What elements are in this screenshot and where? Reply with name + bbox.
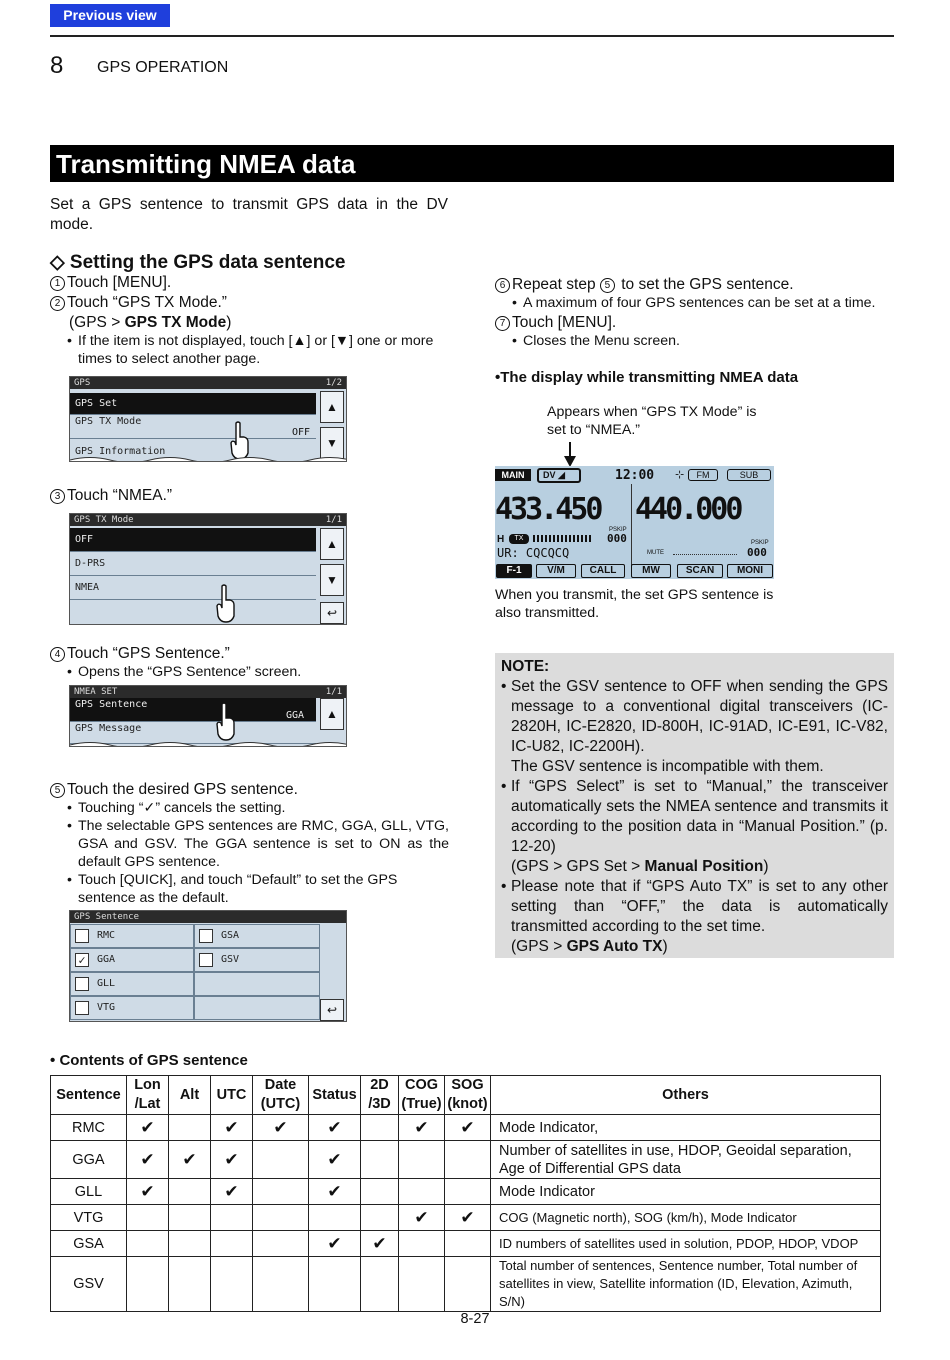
option-off[interactable]: OFF	[70, 528, 316, 552]
path-prefix: (GPS > GPS Set >	[511, 858, 645, 875]
antenna-icon: ⊹	[675, 469, 685, 481]
step-4-bullet-text: Opens the “GPS Sentence” screen.	[78, 664, 302, 680]
note-bullet-2-text: If “GPS Select” is set to “Manual,” the transceiver automatically sets the NMEA sentence and transmits it according to the position data in “Manual Position.” (p. 12-20)	[511, 778, 888, 855]
scroll-down-button[interactable]: ▼	[320, 427, 344, 459]
check-cell	[169, 1257, 211, 1312]
gps-menu-screen	[69, 376, 347, 462]
check-cell: ✔	[361, 1231, 399, 1257]
section-intro: Set a GPS sentence to transmit GPS data in the DV mode.	[50, 196, 448, 233]
page-number: 8-27	[460, 1311, 490, 1327]
step-6	[495, 275, 794, 295]
step-2	[50, 293, 227, 313]
step-number-4: 4	[50, 647, 65, 662]
pskip-sub-label: PSKIP	[751, 540, 769, 546]
check-cell	[361, 1205, 399, 1231]
sentence-name: GLL	[51, 1179, 127, 1205]
scroll-up-button[interactable]: ▲	[320, 698, 344, 730]
sub-channel: 000	[747, 546, 767, 559]
screen-header-title: GPS	[74, 378, 91, 388]
step-6-bullet	[512, 294, 902, 312]
path-suffix: )	[662, 938, 668, 955]
sentence-name: GSA	[51, 1231, 127, 1257]
note-bullet-3-path	[511, 937, 888, 957]
note-bullet-3	[501, 877, 888, 957]
step-5-bullet-2	[67, 817, 449, 871]
finger-tap-icon	[214, 584, 238, 624]
step-2-path	[69, 313, 231, 333]
scroll-up-button[interactable]: ▲	[320, 528, 344, 560]
diamond-icon: ◇	[50, 252, 65, 273]
menu-item-gps-set[interactable]: GPS Set	[70, 393, 316, 415]
check-cell	[169, 1115, 211, 1141]
step-4-bullet	[67, 663, 449, 681]
check-cell	[253, 1205, 309, 1231]
bullet: •	[67, 333, 72, 349]
col-date: Date (UTC)	[253, 1076, 309, 1115]
clock: 12:00	[615, 468, 655, 483]
check-cell	[361, 1179, 399, 1205]
check-cell: ✔	[127, 1141, 169, 1179]
check-cell	[399, 1231, 445, 1257]
checkbox[interactable]	[75, 1001, 89, 1015]
gps-sentence-value: GGA	[286, 710, 305, 721]
check-cell: ✔	[211, 1179, 253, 1205]
note-box	[495, 653, 894, 958]
sentence-name: VTG	[51, 1205, 127, 1231]
sentence-option-vtg[interactable]	[70, 996, 194, 1020]
sentence-name: GGA	[51, 1141, 127, 1179]
sentence-label: GLL	[97, 978, 116, 989]
nmea-set-screen	[69, 685, 347, 747]
step-3	[50, 486, 172, 506]
check-cell	[445, 1141, 491, 1179]
step-ref-5: 5	[600, 278, 615, 293]
screen-header-title: NMEA SET	[74, 687, 118, 697]
step-4	[50, 644, 230, 664]
page-indicator: 1/1	[325, 687, 342, 697]
check-cell	[361, 1141, 399, 1179]
screen-header-title: GPS Sentence	[74, 912, 140, 922]
bullet: •	[67, 818, 72, 834]
subsection-title-text: Setting the GPS data sentence	[69, 252, 346, 273]
col-sog: SOG (knot)	[445, 1076, 491, 1115]
sentence-option-rmc[interactable]	[70, 924, 194, 948]
sub-meter	[673, 554, 737, 555]
option-nmea[interactable]: NMEA	[70, 576, 316, 600]
check-cell	[399, 1257, 445, 1312]
others-cell: ID numbers of satellites used in solution, PDOP, HDOP, VDOP	[491, 1231, 881, 1257]
table-row	[51, 1231, 881, 1257]
bullet: •	[512, 333, 517, 349]
main-frequency: 433.450	[495, 492, 601, 527]
step-5-bullet-3	[67, 871, 449, 907]
sentence-empty-cell	[194, 972, 320, 996]
step-5-bullet-1-text: Touching “✓” cancels the setting.	[78, 800, 286, 816]
step-number-5: 5	[50, 783, 65, 798]
others-cell: Total number of sentences, Sentence number, Total number of satellites in view, Satellite information (ID, Elevation, Azimuth, S/N)	[491, 1257, 881, 1312]
step-7-bullet-text: Closes the Menu screen.	[523, 333, 680, 349]
step-6-text-b: to set the GPS sentence.	[616, 276, 794, 293]
col-alt: Alt	[169, 1076, 211, 1115]
check-cell	[309, 1205, 361, 1231]
menu-item-gps-message[interactable]: GPS Message	[70, 722, 316, 744]
bullet: •	[501, 678, 507, 695]
check-cell: ✔	[309, 1231, 361, 1257]
power-indicator: H	[497, 534, 505, 545]
key-scan[interactable]: SCAN	[677, 564, 723, 578]
screen-header	[70, 514, 346, 526]
col-utc: UTC	[211, 1076, 253, 1115]
step-5-text: Touch the desired GPS sentence.	[67, 781, 298, 798]
check-cell	[253, 1257, 309, 1312]
screen-tear-edge	[70, 455, 347, 462]
note-bullet-1-extra: The GSV sentence is incompatible with them.	[511, 758, 824, 775]
bullet: •	[495, 369, 501, 386]
sentence-option-gga[interactable]	[70, 948, 194, 972]
check-cell	[169, 1179, 211, 1205]
callout-arrow-icon	[563, 442, 577, 468]
screen-header-title: GPS TX Mode	[74, 515, 134, 525]
sentence-empty-cell	[194, 996, 320, 1020]
menu-item-gps-sentence[interactable]: GPS Sentence	[70, 698, 316, 722]
path-suffix: )	[763, 858, 769, 875]
step-2-text: Touch “GPS TX Mode.”	[67, 294, 227, 311]
check-cell	[253, 1231, 309, 1257]
bullet: •	[67, 800, 72, 816]
chapter-title: GPS OPERATION	[97, 59, 229, 76]
step-1	[50, 273, 171, 293]
path-prefix: (GPS >	[511, 938, 567, 955]
bullet: •	[67, 664, 72, 680]
check-cell	[253, 1141, 309, 1179]
section-title: Transmitting NMEA data	[50, 145, 894, 182]
key-call[interactable]: CALL	[581, 564, 625, 578]
path-item: GPS Auto TX	[566, 938, 663, 955]
checkbox[interactable]	[75, 977, 89, 991]
callout-text: Appears when “GPS TX Mode” is set to “NMEA.”	[547, 404, 757, 438]
check-cell	[399, 1141, 445, 1179]
check-cell	[169, 1231, 211, 1257]
table-header-row	[51, 1076, 881, 1115]
check-cell	[211, 1257, 253, 1312]
table-row	[51, 1205, 881, 1231]
key-moni[interactable]: MONI	[727, 564, 773, 578]
sentence-label: RMC	[97, 930, 116, 941]
menu-item-gps-information[interactable]: GPS Information	[75, 446, 166, 457]
check-cell: ✔	[169, 1141, 211, 1179]
check-cell	[253, 1179, 309, 1205]
sentence-label: GSA	[221, 930, 240, 941]
col-2d-3d: 2D /3D	[361, 1076, 399, 1115]
check-cell: ✔	[445, 1115, 491, 1141]
step-4-text: Touch “GPS Sentence.”	[67, 645, 230, 662]
step-number-1: 1	[50, 276, 65, 291]
step-6-bullet-text: A maximum of four GPS sentences can be set at a time.	[523, 295, 876, 311]
col-lon-lat: Lon /Lat	[127, 1076, 169, 1115]
others-cell: COG (Magnetic north), SOG (km/h), Mode Indicator	[491, 1205, 881, 1231]
table-heading	[50, 1052, 248, 1069]
finger-tap-icon	[214, 702, 238, 742]
soft-key-row	[495, 564, 774, 578]
menu-item-gps-tx-mode[interactable]: GPS TX Mode	[70, 415, 316, 439]
check-cell	[445, 1231, 491, 1257]
key-vm[interactable]: V/M	[536, 564, 576, 578]
table-row	[51, 1179, 881, 1205]
option-d-prs[interactable]: D-PRS	[70, 552, 316, 576]
scroll-up-button[interactable]: ▲	[320, 391, 344, 423]
scroll-down-button[interactable]: ▼	[320, 564, 344, 596]
check-cell: ✔	[211, 1141, 253, 1179]
sub-indicator: SUB	[727, 469, 771, 481]
ur-callsign: UR: CQCQCQ	[497, 546, 570, 560]
path-prefix: (GPS >	[69, 314, 125, 331]
key-f1[interactable]: F-1	[496, 564, 532, 578]
step-number-7: 7	[495, 316, 510, 331]
step-number-6: 6	[495, 278, 510, 293]
step-2-bullet	[67, 332, 449, 368]
step-number-3: 3	[50, 489, 65, 504]
back-button[interactable]: ↩	[320, 999, 344, 1021]
tx-indicator: TX	[509, 534, 529, 544]
gps-sentence-table	[50, 1075, 881, 1312]
check-cell	[399, 1179, 445, 1205]
others-cell: Mode Indicator,	[491, 1115, 881, 1141]
path-suffix: )	[226, 314, 232, 331]
check-cell	[361, 1257, 399, 1312]
check-cell	[127, 1257, 169, 1312]
check-cell: ✔	[445, 1205, 491, 1231]
check-cell: ✔	[399, 1115, 445, 1141]
fm-indicator: FM	[688, 469, 718, 481]
checkbox[interactable]	[75, 929, 89, 943]
note-bullet-2	[501, 777, 888, 877]
previous-view-button[interactable]: Previous view	[50, 4, 170, 27]
check-cell: ✔	[127, 1115, 169, 1141]
col-sentence: Sentence	[51, 1076, 127, 1115]
screen-header	[70, 686, 346, 698]
display-heading	[495, 369, 798, 386]
step-5	[50, 780, 298, 800]
back-button[interactable]: ↩	[320, 602, 344, 624]
checkbox-checked[interactable]: ✓	[75, 953, 89, 967]
transceiver-display	[495, 466, 774, 579]
page-indicator: 1/1	[325, 515, 342, 525]
check-cell: ✔	[211, 1115, 253, 1141]
check-cell: ✔	[309, 1179, 361, 1205]
page-indicator: 1/2	[325, 378, 342, 388]
table-row	[51, 1141, 881, 1179]
sentence-option-gll[interactable]	[70, 972, 194, 996]
col-cog: COG (True)	[399, 1076, 445, 1115]
step-7-bullet	[512, 332, 892, 350]
main-channel: 000	[607, 532, 627, 545]
table-row	[51, 1115, 881, 1141]
header-rule	[50, 35, 894, 37]
checkbox[interactable]	[199, 929, 213, 943]
note-bullet-1-text: Set the GSV sentence to OFF when sending the GPS message to a conventional digital transceivers (IC-2820H, IC-E2820, ID-800H, IC-91AD, IC-E91, IC-V82, IC-U82, IC-2200H).	[511, 678, 888, 755]
bullet: •	[67, 872, 72, 888]
mute-label: MUTE	[647, 550, 664, 556]
subsection-title	[50, 251, 345, 274]
sentence-label: GSV	[221, 954, 240, 965]
dv-mode-indicator	[537, 468, 581, 483]
table-heading-text: Contents of GPS sentence	[59, 1052, 248, 1069]
check-cell	[211, 1205, 253, 1231]
display-caption: When you transmit, the set GPS sentence is also transmitted.	[495, 587, 774, 621]
others-cell: Mode Indicator	[491, 1179, 881, 1205]
note-bullet-1	[501, 677, 888, 777]
step-1-text: Touch [MENU].	[67, 274, 172, 291]
gps-tx-icon: ◢	[558, 470, 565, 480]
step-7	[495, 313, 616, 333]
chapter-number: 8	[50, 52, 64, 79]
band-divider	[631, 484, 632, 570]
note-title: NOTE:	[501, 658, 550, 675]
note-bullet-3-text: Please note that if “GPS Auto TX” is set to any other setting than “OFF,” the data is automatically transmitted according to the set time.	[511, 878, 888, 935]
dv-label: DV	[543, 470, 556, 480]
note-bullet-2-path	[511, 857, 888, 877]
check-cell	[309, 1257, 361, 1312]
sentence-option-gsv[interactable]	[194, 948, 320, 972]
step-3-text: Touch “NMEA.”	[67, 487, 173, 504]
step-7-text: Touch [MENU].	[512, 314, 617, 331]
check-cell	[211, 1231, 253, 1257]
sentence-name: RMC	[51, 1115, 127, 1141]
check-cell: ✔	[127, 1179, 169, 1205]
step-2-bullet-text: If the item is not displayed, touch [▲] or [▼] one or more times to select another page.	[78, 333, 434, 367]
sentence-label: VTG	[97, 1002, 116, 1013]
sentence-label: GGA	[97, 954, 116, 965]
bullet: •	[501, 778, 507, 795]
gps-sentence-screen	[69, 910, 347, 1022]
check-cell	[127, 1231, 169, 1257]
main-indicator: MAIN	[495, 469, 531, 481]
step-6-text-a: Repeat step	[512, 276, 600, 293]
check-cell: ✔	[253, 1115, 309, 1141]
gps-tx-mode-value: OFF	[292, 427, 311, 438]
check-cell: ✔	[399, 1205, 445, 1231]
col-others: Others	[491, 1076, 881, 1115]
check-cell	[445, 1179, 491, 1205]
check-cell	[361, 1115, 399, 1141]
signal-meter	[533, 535, 593, 542]
key-mw[interactable]: MW	[631, 564, 671, 578]
sentence-name: GSV	[51, 1257, 127, 1312]
screen-tear-edge	[70, 740, 347, 747]
checkbox[interactable]	[199, 953, 213, 967]
step-5-bullet-2-text: The selectable GPS sentences are RMC, GGA, GLL, VTG, GSA and GSV. The GGA sentence is set to ON as the default GPS sentence.	[78, 818, 449, 870]
screen-header	[70, 377, 346, 389]
sub-frequency: 440.000	[635, 492, 741, 527]
check-cell	[169, 1205, 211, 1231]
gps-tx-mode-screen	[69, 513, 347, 625]
col-status: Status	[309, 1076, 361, 1115]
pskip-main-label: PSKIP	[609, 527, 627, 533]
check-cell: ✔	[309, 1115, 361, 1141]
step-number-2: 2	[50, 296, 65, 311]
display-heading-text: The display while transmitting NMEA data	[500, 369, 799, 386]
screen-header	[70, 911, 346, 923]
bullet: •	[501, 878, 507, 895]
others-cell: Number of satellites in use, HDOP, Geoidal separation, Age of Differential GPS data	[491, 1141, 881, 1179]
step-5-bullet-1	[67, 799, 449, 817]
step-5-bullet-3-text: Touch [QUICK], and touch “Default” to set the GPS sentence as the default.	[78, 872, 398, 906]
sentence-option-gsa[interactable]	[194, 924, 320, 948]
check-cell	[127, 1205, 169, 1231]
table-row	[51, 1257, 881, 1312]
bullet: •	[50, 1052, 56, 1069]
path-item: Manual Position	[644, 858, 764, 875]
bullet: •	[512, 295, 517, 311]
check-cell: ✔	[309, 1141, 361, 1179]
path-item: GPS TX Mode	[124, 314, 227, 331]
check-cell	[445, 1257, 491, 1312]
